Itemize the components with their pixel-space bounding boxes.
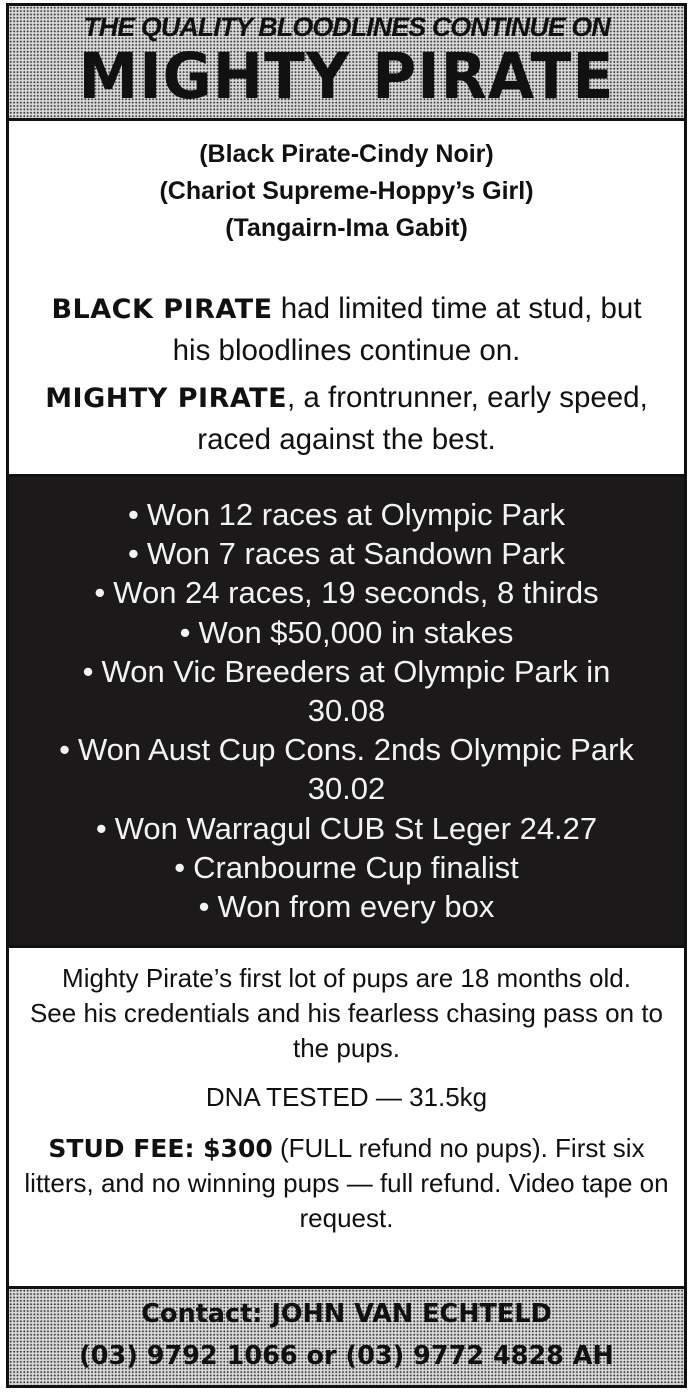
intro-bold: MIGHTY PIRATE [45, 383, 288, 414]
intro-paragraph [9, 377, 684, 460]
header-banner [9, 6, 684, 121]
bullet-icon: • [128, 497, 139, 532]
bullet-icon: • [82, 653, 94, 689]
bullet-icon: • [94, 575, 106, 611]
list-item: • Won Warragul CUB St Leger 24.27 [95, 810, 598, 846]
bullet-icon: • [59, 732, 70, 768]
bullet-icon: • [179, 614, 191, 650]
intro-text [9, 288, 684, 466]
contact-footer [9, 1286, 684, 1385]
list-item: • Won 7 races at Sandown Park [127, 536, 565, 572]
contact-name: Contact: JOHN VAN ECHTELD [141, 1299, 552, 1329]
list-item: • Won 12 races at Olympic Park [128, 497, 565, 532]
bullet-icon: • [95, 810, 107, 846]
intro-text-rest: had limited time at stud, but his bloodlines continue on. [172, 292, 642, 367]
bullet-icon: • [198, 889, 210, 925]
page-title: MIGHTY PIRATE [78, 40, 615, 114]
list-item: • Won 24 races, 19 seconds, 8 thirds [94, 575, 599, 611]
list-item: • Cranbourne Cup finalist [174, 849, 519, 885]
stud-fee-rest: (FULL refund no pups). First six litters, and no winning pups — full refund. Video tape on request. [24, 1133, 669, 1233]
intro-paragraph [9, 288, 684, 371]
pedigree-line: (Chariot Supreme-Hoppy’s Girl) [159, 177, 534, 205]
tagline: THE QUALITY BLOODLINES CONTINUE ON [83, 12, 610, 42]
pedigree-line: (Black Pirate-Cindy Noir) [199, 140, 494, 168]
stud-fee-text [9, 1131, 684, 1236]
list-item: • Won Aust Cup Cons. 2nds Olympic Park 30.02 [59, 732, 634, 807]
list-item: • Won $50,000 in stakes [179, 614, 514, 650]
contact-phone: (03) 9792 1066 or (03) 9772 4828 AH [79, 1341, 614, 1371]
stud-fee-bold: STUD FEE: $300 [48, 1134, 273, 1163]
pedigree-line: (Tangairn-Ima Gabit) [225, 214, 468, 242]
intro-bold: BLACK PIRATE [51, 294, 273, 325]
pups-text: Mighty Pirate’s first lot of pups are 18 months old. [62, 963, 631, 993]
pedigree [9, 136, 684, 247]
advertisement [6, 3, 687, 1388]
achievements-panel [9, 474, 684, 948]
dna-text: DNA TESTED — 31.5kg [205, 1082, 488, 1112]
list-item: • Won from every box [198, 889, 495, 925]
credentials-text: See his credentials and his fearless chasing pass on to the pups. [29, 998, 664, 1063]
achievements-list [9, 477, 684, 926]
bullet-icon: • [174, 849, 186, 885]
list-item: • Won Vic Breeders at Olympic Park in 30.08 [82, 653, 611, 729]
details-section [9, 961, 684, 1236]
bullet-icon: • [127, 536, 139, 572]
intro-text-rest: , a frontrunner, early speed, raced against the best. [197, 381, 648, 456]
